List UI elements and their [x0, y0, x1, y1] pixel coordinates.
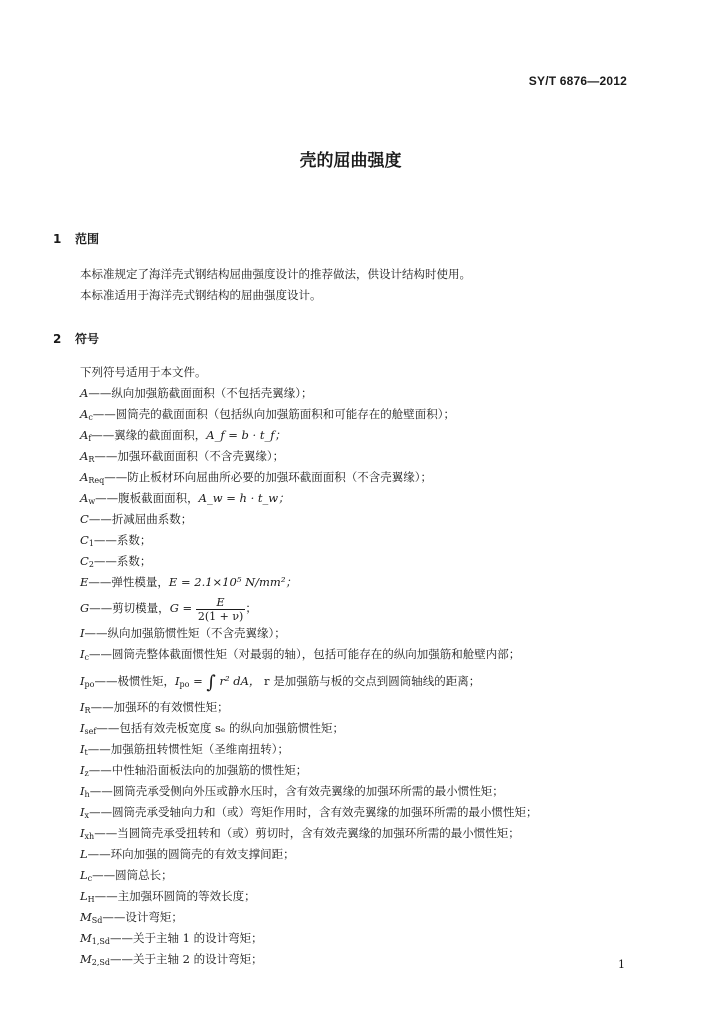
- formula-suffix: ；: [245, 601, 257, 615]
- symbol-subscript: Sd: [91, 916, 103, 925]
- integral-sign: ∫: [206, 672, 216, 693]
- symbol: $M_{2,Sd}$: [80, 952, 111, 967]
- symbol-subscript: c: [84, 653, 90, 662]
- definition-text: ——极惯性矩，: [94, 674, 175, 688]
- page-number: 1: [618, 958, 625, 971]
- symbol-definition: [80, 488, 538, 509]
- symbol: $M_{1,Sd}$: [80, 931, 111, 946]
- symbol: $I_{xh}$: [80, 826, 95, 841]
- definition-text: ——包括有效壳板宽度 sₑ 的纵向加强筋惯性矩；: [96, 721, 345, 735]
- symbol: $C_2$: [80, 554, 94, 569]
- definition-text: ——纵向加强筋截面面积（不包括壳翼缘）；: [88, 386, 313, 400]
- formula: E = 2.1×10⁵ N/mm²；: [168, 575, 297, 589]
- symbol-definition: [80, 865, 538, 886]
- symbol: $C_1$: [80, 533, 94, 548]
- fraction: [196, 596, 245, 623]
- definition-text: ——关于主轴 2 的设计弯矩；: [110, 952, 263, 966]
- symbol-subscript: c: [88, 413, 93, 422]
- symbol-definition: [80, 551, 538, 572]
- definition-text: ——纵向加强筋惯性矩（不含壳翼缘）；: [84, 626, 286, 640]
- definition-text: ——关于主轴 1 的设计弯矩；: [110, 931, 263, 945]
- symbol-subscript: R: [84, 706, 91, 715]
- symbol: $I_{sef}$: [80, 721, 97, 736]
- symbol-definition: [80, 844, 538, 865]
- symbol-definition: [80, 383, 538, 404]
- symbol-subscript: 2: [88, 560, 94, 569]
- symbol: G: [80, 601, 90, 615]
- definition-text: ——环向加强的圆筒壳的有效支撑间距；: [87, 847, 295, 861]
- symbol: A: [80, 386, 89, 400]
- symbol-subscript: po: [84, 680, 95, 689]
- symbol: C: [80, 512, 89, 526]
- formula-subscript: po: [179, 680, 190, 689]
- definition-text: ——设计弯矩；: [102, 910, 183, 924]
- symbol-subscript: H: [87, 895, 95, 904]
- symbol-subscript: 2,Sd: [91, 958, 111, 967]
- section-number: 2: [53, 332, 62, 346]
- definition-text: ——系数；: [93, 533, 152, 547]
- definition-text: ——圆筒壳的截面面积（包括纵向加强筋面积和可能存在的舱壁面积）；: [92, 407, 456, 421]
- symbol-subscript: f: [88, 434, 92, 443]
- symbol-definition: [80, 886, 538, 907]
- definition-text: ——圆筒壳承受侧向外压或静水压时，含有效壳翼缘的加强环所需的最小惯性矩；: [89, 784, 504, 798]
- definition-text: ——腹板截面面积，: [95, 491, 199, 505]
- symbol-subscript: c: [87, 874, 93, 883]
- definition-text: ——主加强环圆筒的等效长度；: [94, 889, 256, 903]
- scope-line-1: 本标准规定了海洋壳式钢结构屈曲强度设计的推荐做法，供设计结构时使用。: [80, 267, 471, 281]
- definition-text: ——剪切模量，: [89, 601, 170, 615]
- formula: $I_{po}$: [174, 674, 190, 689]
- symbol-subscript: xh: [84, 832, 95, 841]
- formula: G =: [169, 601, 196, 615]
- symbol: $I_h$: [80, 784, 90, 799]
- section-heading-symbols: [53, 330, 99, 347]
- symbol: L: [80, 847, 88, 861]
- definition-text: ——圆筒壳整体截面惯性矩（对最弱的轴），包括可能存在的纵向加强筋和舱壁内部；: [89, 647, 521, 661]
- definition-tail: r 是加强筋与板的交点到圆筒轴线的距离；: [260, 674, 481, 688]
- symbol-subscript: h: [84, 790, 90, 799]
- definition-text: ——弹性模量，: [88, 575, 169, 589]
- symbol: $L_c$: [80, 868, 93, 883]
- symbol-definition: [80, 530, 538, 551]
- symbol-definition: [80, 739, 538, 760]
- symbol: $L_H$: [80, 889, 95, 904]
- symbol-definition: [80, 644, 538, 665]
- standard-code: SY/T 6876—2012: [528, 74, 627, 88]
- section-heading-scope: [53, 230, 99, 247]
- symbol-subscript: x: [84, 811, 90, 820]
- symbol: $I_x$: [80, 805, 90, 820]
- section-number: 1: [53, 232, 62, 246]
- symbol-definition: [80, 760, 538, 781]
- definition-text: ——加强环的有效惯性矩；: [90, 700, 229, 714]
- symbol-definition-list: [80, 383, 538, 970]
- symbol-subscript: w: [88, 497, 96, 506]
- symbol-definition: [80, 467, 538, 488]
- symbol: $A_{Req}$: [80, 470, 105, 485]
- fraction-denominator: 2(1 + ν): [197, 609, 244, 623]
- symbol-definition: [80, 928, 538, 949]
- symbol-subscript: t: [84, 748, 88, 757]
- section-title: 符号: [75, 332, 100, 346]
- symbol: $A_R$: [80, 449, 95, 464]
- fraction-numerator: E: [196, 596, 245, 610]
- definition-text: ——当圆筒壳承受扭转和（或）剪切时，含有效壳翼缘的加强环所需的最小惯性矩；: [94, 826, 520, 840]
- symbol-subscript: Req: [88, 476, 105, 485]
- symbol: $A_c$: [80, 407, 93, 422]
- symbol-definition: [80, 404, 538, 425]
- definition-text: ——防止板材环向屈曲所必要的加强环截面面积（不含壳翼缘）；: [104, 470, 432, 484]
- section-title: 范围: [75, 232, 100, 246]
- formula: A_f = b · t_f；: [206, 428, 286, 442]
- symbols-intro: 下列符号适用于本文件。: [80, 365, 207, 379]
- definition-text: ——中性轴沿面板法向的加强筋的惯性矩；: [88, 763, 308, 777]
- definition-text: ——圆筒壳承受轴向力和（或）弯矩作用时，含有效壳翼缘的加强环所需的最小惯性矩；: [89, 805, 538, 819]
- definition-text: ——折减屈曲系数；: [88, 512, 193, 526]
- symbol-definition: [80, 781, 538, 802]
- symbol-definition: [80, 718, 538, 739]
- symbol-definition: [80, 697, 538, 718]
- symbol-subscript: 1,Sd: [91, 937, 111, 946]
- symbol: E: [80, 575, 89, 589]
- symbol: $I_R$: [80, 700, 91, 715]
- symbol: $A_w$: [80, 491, 96, 506]
- symbol-definition: [80, 572, 538, 593]
- document-title: 壳的屈曲强度: [299, 151, 402, 171]
- formula-equals: =: [189, 674, 207, 688]
- symbol: I: [80, 626, 85, 640]
- definition-text: ——翼缘的截面面积，: [91, 428, 207, 442]
- symbol-definition: [80, 665, 538, 697]
- symbol: $I_{po}$: [80, 674, 95, 689]
- symbol-definition: [80, 593, 538, 623]
- symbol-definition: [80, 446, 538, 467]
- symbol-definition: [80, 802, 538, 823]
- formula-body: r² dA，: [215, 674, 261, 688]
- symbol: $A_f$: [80, 428, 92, 443]
- symbol-subscript: sef: [84, 727, 97, 736]
- symbol-subscript: z: [84, 769, 89, 778]
- symbol-definition: [80, 823, 538, 844]
- symbol: $I_t$: [80, 742, 88, 757]
- definition-text: ——系数；: [93, 554, 152, 568]
- symbol-definition: [80, 425, 538, 446]
- definition-text: ——加强环截面面积（不含壳翼缘）；: [94, 449, 285, 463]
- symbol: $I_z$: [80, 763, 89, 778]
- definition-text: ——加强筋扭转惯性矩（圣维南扭转）；: [87, 742, 290, 756]
- symbol-definition: [80, 509, 538, 530]
- definition-text: ——圆筒总长；: [92, 868, 173, 882]
- symbol: $I_c$: [80, 647, 90, 662]
- symbol-subscript: 1: [88, 539, 94, 548]
- formula: A_w = h · t_w；: [198, 491, 290, 505]
- symbol-definition: [80, 623, 538, 644]
- symbol: $M_{Sd}$: [80, 910, 103, 925]
- symbol-definition: [80, 949, 538, 970]
- symbol-subscript: R: [88, 455, 95, 464]
- scope-line-2: 本标准适用于海洋壳式钢结构的屈曲强度设计。: [80, 288, 322, 302]
- symbol-definition: [80, 907, 538, 928]
